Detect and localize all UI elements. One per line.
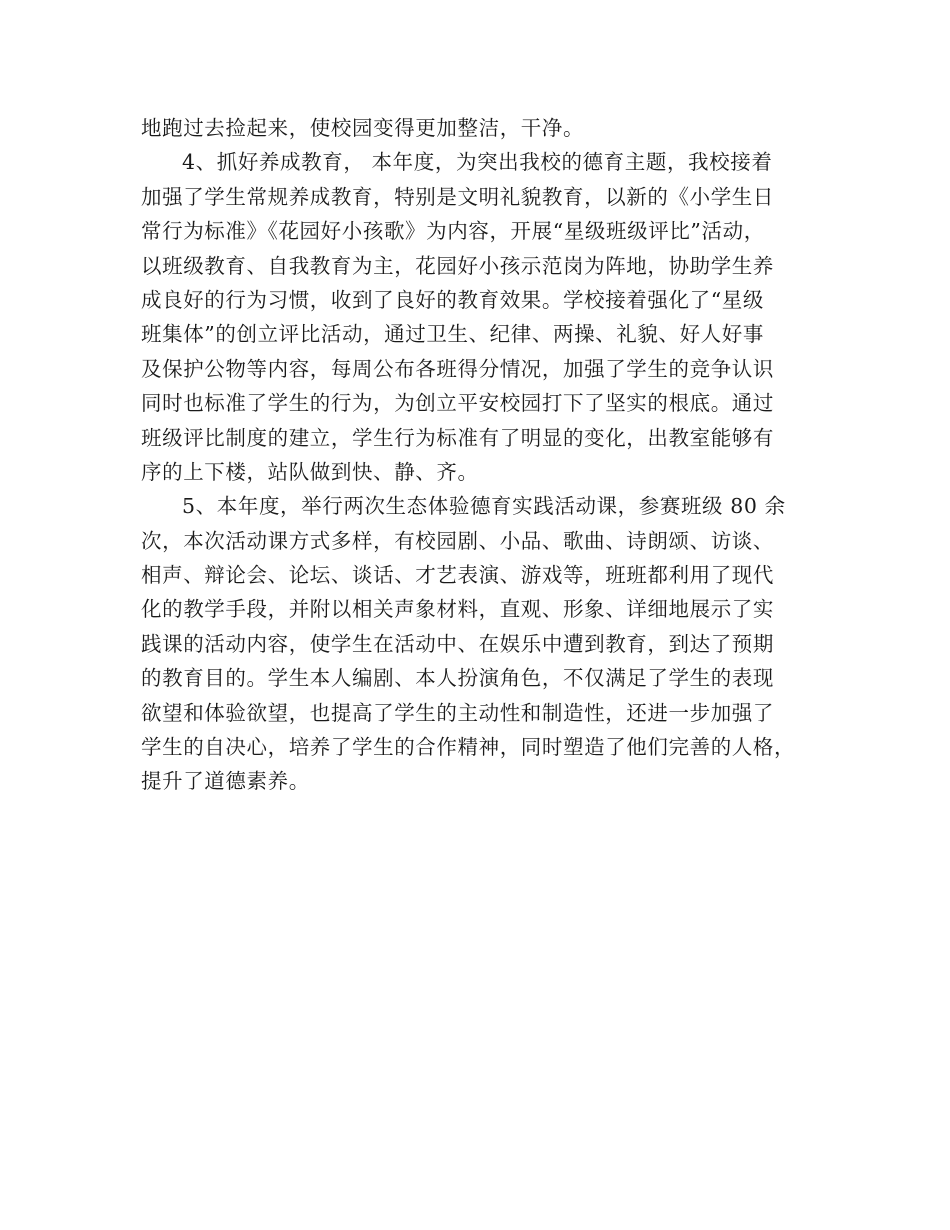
text-line: 学生的自决心，培养了学生的合作精神，同时塑造了他们完善的人格， bbox=[141, 735, 796, 760]
text-line: 相声、辩论会、论坛、谈话、才艺表演、游戏等，班班都利用了现代 bbox=[141, 563, 774, 588]
text-line: 以班级教育、自我教育为主，花园好小孩示范岗为阵地，协助学生养 bbox=[141, 253, 774, 278]
paragraph-5-start: 5、本年度，举行两次生态体验德育实践活动课，参赛班级 80 余 bbox=[182, 494, 786, 519]
text-line: 提升了道德素养。 bbox=[141, 769, 310, 794]
text-line: 地跑过去捡起来，使校园变得更加整洁，干净。 bbox=[141, 116, 585, 140]
document-body bbox=[141, 111, 841, 799]
text-line: 常行为标准》《花园好小孩歌》为内容，开展“星级班级评比”活动， bbox=[141, 219, 765, 244]
text-line: 加强了学生常规养成教育，特别是文明礼貌教育，以新的《小学生日 bbox=[141, 184, 774, 209]
text-line: 欲望和体验欲望，也提高了学生的主动性和制造性，还进一步加强了 bbox=[141, 700, 774, 725]
text-line: 化的教学手段，并附以相关声象材料，直观、形象、详细地展示了实 bbox=[141, 597, 774, 622]
text-line: 的教育目的。学生本人编剧、本人扮演角色，不仅满足了学生的表现 bbox=[141, 666, 774, 691]
text-line: 次，本次活动课方式多样，有校园剧、小品、歌曲、诗朗颂、访谈、 bbox=[141, 528, 774, 553]
text-line: 序的上下楼，站队做到快、静、齐。 bbox=[141, 459, 479, 484]
paragraph-4-start: 4、抓好养成教育， 本年度，为突出我校的德育主题，我校接着 bbox=[182, 150, 773, 175]
text-line: 班级评比制度的建立，学生行为标准有了明显的变化，出教室能够有 bbox=[141, 425, 774, 450]
text-line: 践课的活动内容，使学生在活动中、在娱乐中遭到教育，到达了预期 bbox=[141, 631, 774, 656]
text-line: 成良好的行为习惯，收到了良好的教育效果。学校接着强化了“星级 bbox=[141, 287, 764, 312]
text-line: 及保护公物等内容，每周公布各班得分情况，加强了学生的竞争认识 bbox=[141, 356, 774, 381]
text-line: 班集体”的创立评比活动，通过卫生、纪律、两操、礼貌、好人好事 bbox=[141, 322, 764, 347]
text-line: 同时也标准了学生的行为，为创立平安校园打下了坚实的根底。通过 bbox=[141, 391, 774, 416]
